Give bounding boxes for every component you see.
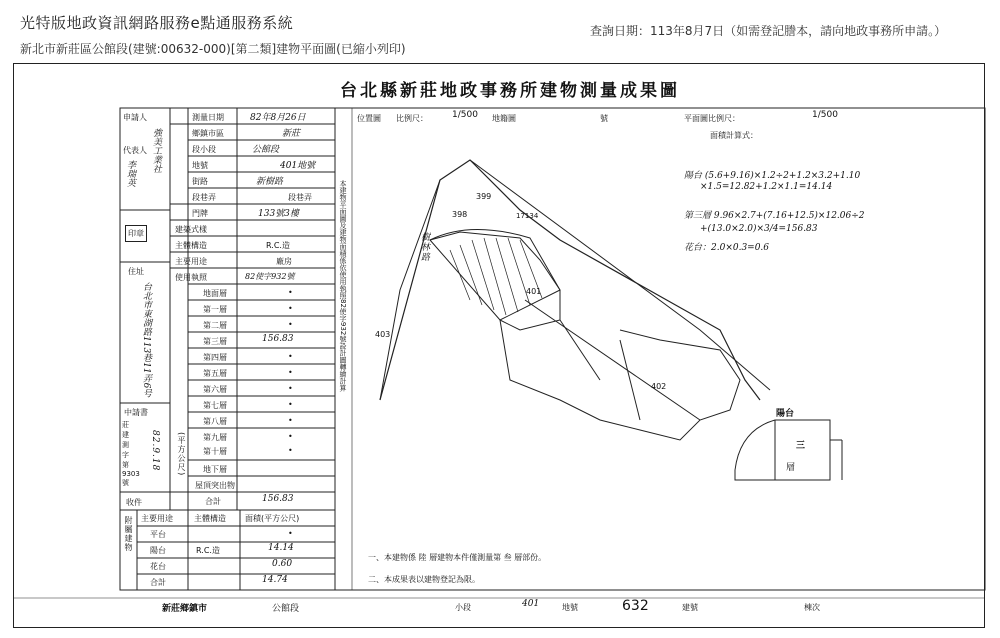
address-value: 台北市東湖路113巷11弄6号	[141, 282, 151, 398]
floor-label: 層	[786, 463, 796, 473]
plan-scale-label: 平面圖比例尺：	[684, 114, 740, 123]
vertical-note: 本建物平面圖及建物面積係依使用執照82使字932號設計圖轉繪計算	[339, 180, 347, 392]
floor-name: 第四層	[203, 353, 227, 362]
scale-label: 比例尺：	[396, 114, 428, 123]
district-value: 新莊	[282, 129, 301, 139]
note-1: 一、本建物係 陸 層建物本件僅測量第 叁 層部份。	[368, 553, 547, 562]
license-label: 使用執照	[175, 273, 207, 282]
parcel-number: 398	[452, 210, 468, 219]
floor-area: •	[288, 368, 293, 377]
document-title: 台北縣新莊地政事務所建物測量成果圖	[340, 81, 680, 101]
plan-scale-value: 1/500	[812, 110, 838, 120]
district-label: 鄉鎮市區	[192, 129, 224, 138]
footer-subsection: 小段	[455, 603, 471, 612]
construction-label: 建築式樣	[175, 225, 207, 234]
annex-use: 陽台	[150, 546, 166, 555]
applicant-label: 申請人	[123, 113, 147, 122]
floor-area: •	[288, 288, 293, 297]
annex-side-label: 附屬建物	[124, 516, 133, 552]
floor-area: •	[288, 320, 293, 329]
total-value: 156.83	[262, 494, 294, 504]
map-no-label: 號	[600, 114, 608, 123]
door-label: 門牌	[192, 209, 208, 218]
seal-stamp: 印章	[125, 225, 147, 242]
section-value: 公館段	[252, 145, 280, 155]
footer-township: 新莊鄉鎮市	[162, 604, 208, 614]
parcel-map-label: 地籍圖	[492, 114, 516, 123]
location-label: 位置圖	[357, 114, 381, 123]
floor-area: •	[288, 432, 293, 441]
use-label: 主要用途	[175, 257, 207, 266]
query-date-info: 查詢日期：113年8月7日（如需登記謄本，請向地政事務所申請。）	[590, 24, 947, 38]
basement-label: 地下層	[203, 465, 227, 474]
annex-header: 主要用途	[141, 514, 173, 523]
floor-area: •	[288, 384, 293, 393]
survey-date-label: 測量日期	[192, 113, 224, 122]
section-label: 段小段	[192, 145, 216, 154]
representative-name: 李瑞英	[125, 160, 135, 187]
floor-label: 三	[796, 441, 806, 451]
street-value: 新樹路	[256, 177, 284, 187]
floor-name: 第一層	[203, 305, 227, 314]
roof-label: 屋頂突出物	[195, 481, 235, 490]
parcel-number: 17134	[516, 212, 539, 220]
annex-area: •	[288, 529, 293, 538]
lane-value: 段巷弄	[288, 193, 312, 202]
structure-value: R.C.造	[266, 241, 290, 250]
annex-area: 14.74	[262, 575, 288, 585]
area-unit-label: (平方公尺)	[177, 432, 186, 477]
floor-name: 第九層	[203, 433, 227, 442]
balcony-label: 陽台	[776, 409, 795, 419]
floor-name: 第二層	[203, 321, 227, 330]
floor-name: 第八層	[203, 417, 227, 426]
annex-use: 平台	[150, 530, 166, 539]
lane-label: 段巷弄	[192, 193, 216, 202]
floor-area: •	[288, 416, 293, 425]
street-label: 街路	[192, 177, 208, 186]
annex-header: 面積(平方公尺)	[245, 514, 300, 523]
note-2: 二、本成果表以建物登記為限。	[368, 575, 480, 584]
annex-use: 合計	[150, 578, 166, 587]
floor-area: •	[288, 304, 293, 313]
footer-lot: 401	[522, 599, 540, 609]
scale-value: 1/500	[452, 110, 478, 120]
applicant-name: 強美工業社	[151, 128, 161, 173]
structure-label: 主體構造	[175, 241, 207, 250]
floor-name: 地面層	[203, 289, 227, 298]
footer-section: 公館段	[272, 604, 300, 614]
floor-name: 第七層	[203, 401, 227, 410]
footer-build-label: 建號	[682, 603, 698, 612]
annex-struct: R.C.造	[196, 546, 220, 555]
floor-name: 第十層	[203, 447, 227, 456]
survey-no-label: 中請書	[124, 408, 148, 417]
total-label: 合計	[205, 497, 221, 506]
representative-label: 代表人	[123, 146, 147, 155]
floor-name: 第三層	[203, 337, 227, 346]
floor-area: •	[288, 400, 293, 409]
parcel-number: 401	[526, 287, 542, 296]
calc-line: 第三層 9.96×2.7+(7.16+12.5)×12.06÷2	[684, 211, 865, 221]
survey-date-value: 82年8月26日	[250, 113, 306, 123]
document-subtitle: 新北市新莊區公館段(建號:00632-000)[第二類]建物平面圖(已縮小列印)	[20, 42, 406, 56]
area-calc-label: 面積計算式：	[710, 131, 758, 140]
floor-name: 第六層	[203, 385, 227, 394]
annex-header: 主體構造	[194, 514, 226, 523]
floor-area: 156.83	[262, 334, 294, 344]
footer-sheet-label: 棟次	[804, 603, 820, 612]
footer-build-no: 632	[622, 598, 649, 614]
license-value: 82使字932號	[245, 272, 295, 281]
lot-label: 地號	[192, 161, 208, 170]
address-label: 住址	[128, 267, 144, 276]
system-title: 光特版地政資訊網路服務e點通服務系統	[20, 14, 294, 32]
calc-line: +(13.0×2.0)×3/4=156.83	[700, 224, 818, 234]
calc-line: 花台：2.0×0.3=0.6	[684, 243, 770, 253]
calc-line: ×1.5=12.82+1.2×1.1=14.14	[700, 182, 833, 192]
calc-line: 陽台 (5.6+9.16)×1.2÷2+1.2×3.2+1.10	[684, 171, 861, 181]
use-value: 廠房	[276, 257, 292, 266]
parcel-number: 402	[651, 382, 667, 391]
road-name: 樹林路	[419, 232, 429, 262]
floor-area: •	[288, 352, 293, 361]
parcel-number: 403	[375, 330, 391, 339]
door-value: 133號3樓	[258, 209, 299, 219]
annex-area: 14.14	[268, 543, 294, 553]
annex-use: 花台	[150, 562, 166, 571]
floor-area: •	[288, 446, 293, 455]
floor-name: 第五層	[203, 369, 227, 378]
annex-area: 0.60	[272, 559, 293, 569]
survey-no-date: 82.9.18	[150, 430, 160, 472]
receipt-label: 收件	[126, 498, 142, 507]
lot-value: 401地號	[280, 161, 316, 171]
footer-lot-label: 地號	[562, 603, 578, 612]
parcel-number: 399	[476, 192, 492, 201]
survey-no-value: 莊建測字第9303號	[122, 421, 140, 487]
